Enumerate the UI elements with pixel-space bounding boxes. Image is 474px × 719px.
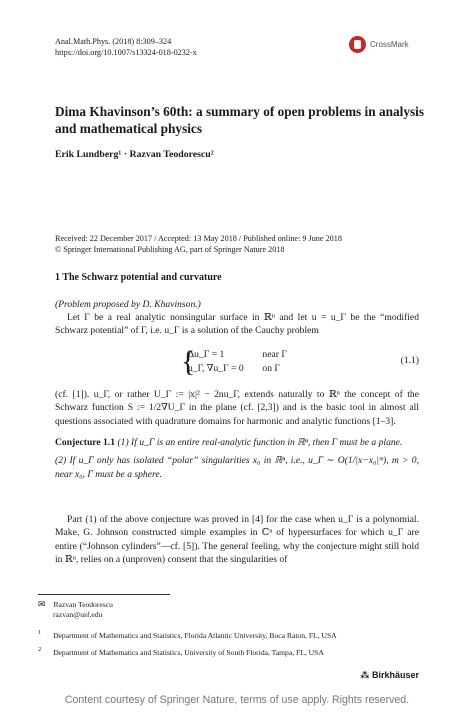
birkhauser-icon: ⁂	[360, 671, 370, 681]
copyright-line: © Springer International Publishing AG, part of Springer Nature 2018	[55, 245, 285, 254]
affiliation-2	[38, 645, 438, 658]
paragraph-2: (cf. [1]). u_Γ, or rather U_Γ := |x|² − 2nu_Γ, extends naturally to ℝⁿ the concept of the Schwarz function S := 1/2∇U_Γ in the plane (cf. [2,3]) and is the basic tool in almost all questions associated with quadrature domains for harmonic and analytic functions [1–3].	[55, 389, 419, 427]
publisher-logo	[360, 670, 419, 681]
corresponding-author	[38, 600, 438, 620]
journal-header	[55, 36, 197, 58]
equation-1-1	[181, 345, 287, 378]
crossmark-badge[interactable]	[349, 33, 419, 55]
affiliation-1-num: 1	[38, 629, 42, 636]
problem-proposer: (Problem proposed by D. Khavinson.)	[55, 299, 201, 310]
eq-line2-left: u_Γ, ∇u_Γ = 0	[188, 363, 244, 374]
affiliation-2-text: Department of Mathematics and Statistics, University of South Florida, Tampa, FL, USA	[53, 647, 324, 657]
authors: Erik Lundberg¹ · Razvan Teodorescu²	[55, 149, 214, 160]
publication-history	[55, 233, 425, 255]
paper-title: Dima Khavinson’s 60th: a summary of open problems in analysis and mathematical physics	[55, 104, 425, 136]
paragraph-1	[55, 311, 419, 338]
journal-citation: Anal.Math.Phys. (2018) 8:309–324	[55, 37, 172, 46]
eq-line1-right: near Γ	[262, 349, 287, 360]
envelope-icon: ✉	[38, 600, 46, 610]
affiliation-2-num: 2	[38, 646, 42, 653]
section-heading: 1 The Schwarz potential and curvature	[55, 272, 222, 283]
eq-line2-right: on Γ	[262, 363, 280, 374]
equation-number: (1.1)	[400, 355, 419, 366]
equation-brace: {	[181, 345, 196, 378]
dates-line: Received: 22 December 2017 / Accepted: 13 May 2018 / Published online: 9 June 2018	[55, 234, 342, 243]
courtesy-watermark: Content courtesy of Springer Nature, terms of use apply. Rights reserved.	[64, 694, 410, 706]
paragraph-1-text: Let Γ be a real analytic nonsingular surface in ℝⁿ and let u = u_Γ be the “modified Schwarz potential” of Γ, i.e. u_Γ is a solution of the Cauchy problem	[55, 312, 419, 337]
contact-email[interactable]: razvan@usf.edu	[53, 610, 103, 619]
affiliation-1	[38, 628, 438, 641]
affiliation-1-text: Department of Mathematics and Statistics, Florida Atlantic University, Boca Raton, FL, USA	[53, 630, 337, 640]
doi-link[interactable]: https://doi.org/10.1007/s13324-018-0232-x	[55, 48, 197, 57]
conjecture-1-1	[55, 436, 419, 481]
eq-line1-left: Δu_Γ = 1	[188, 349, 225, 360]
conjecture-part-1: (1) If u_Γ is an entire real-analytic function in ℝⁿ, then Γ must be a plane.	[117, 437, 403, 448]
paragraph-3: Part (1) of the above conjecture was proved in [4] for the case when u_Γ is a polynomial. Make, G. Johnson constructed simple examples in ℂⁿ of hypersurfaces for which u_Γ are entire (“Johnson cylinders”—cf. [5]). The general feeling, why the conjecture might still hold in ℝⁿ, relies on a (unproven) consent that the singularities of	[55, 514, 419, 566]
contact-name: Razvan Teodorescu	[53, 600, 113, 609]
publisher-name: Birkhäuser	[371, 670, 419, 680]
footnote-divider	[38, 594, 170, 595]
conjecture-label: Conjecture 1.1	[55, 437, 116, 448]
crossmark-icon	[349, 36, 366, 53]
conjecture-part-2: (2) If u_Γ only has isolated “polar” singularities x₀ in ℝⁿ, i.e., u_Γ ∼ O(1/|x−x₀|ᵐ), m > 0, near x₀, Γ must be a sphere.	[55, 455, 419, 480]
crossmark-label: CrossMark	[370, 39, 409, 49]
